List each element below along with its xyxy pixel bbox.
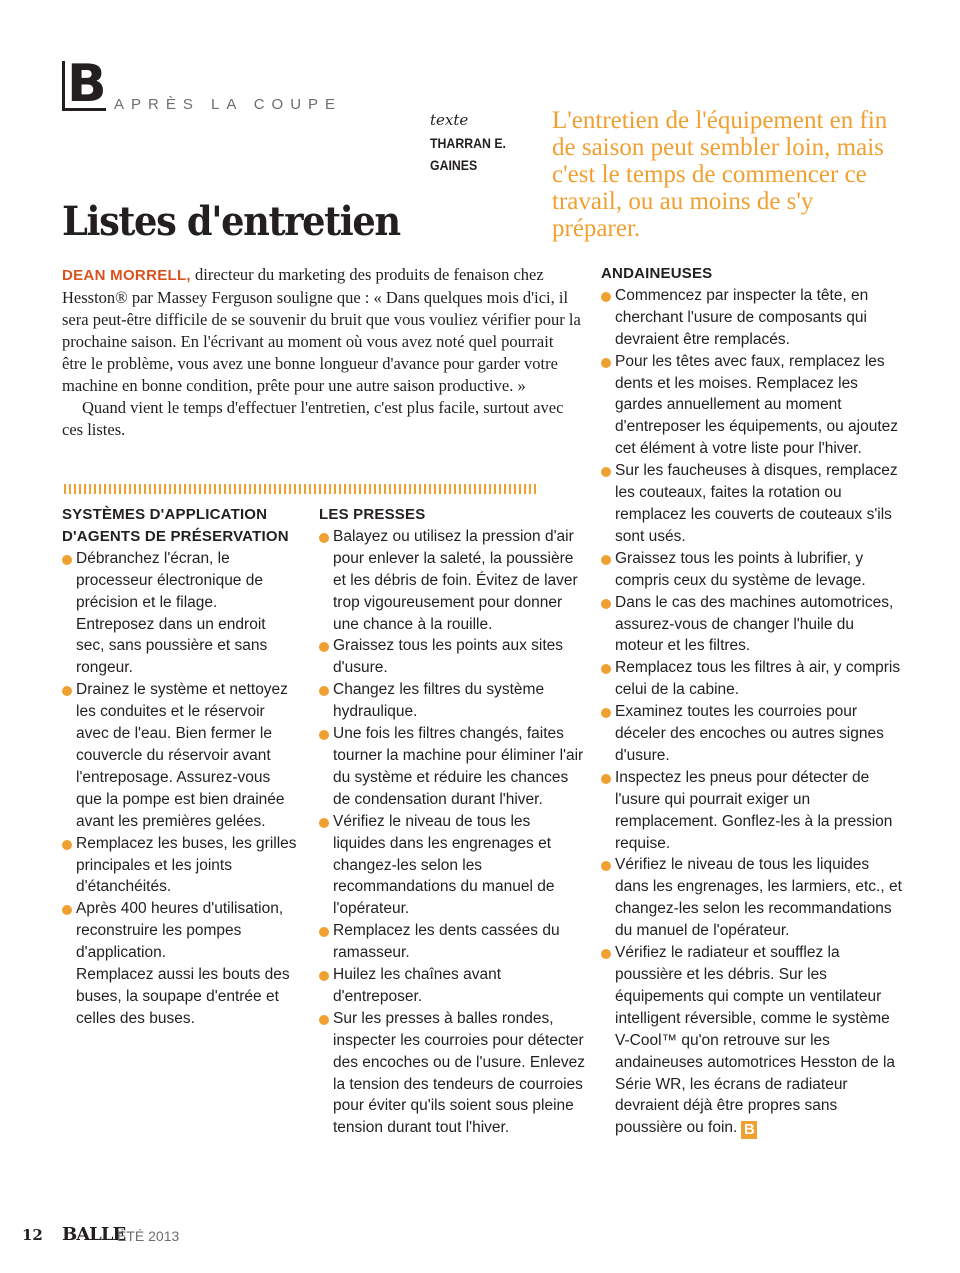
list-item: Examinez toutes les courroies pour déceler des encoches ou autres signes d'usure.	[601, 701, 903, 767]
list-item: Changez les filtres du système hydraulique.	[319, 679, 585, 723]
presses-column	[319, 504, 585, 1139]
page-number: 12	[22, 1226, 43, 1244]
list-item: Sur les faucheuses à disques, remplacez les couteaux, faites la rotation ou remplacez les couverts de couteaux s'ils sont usés.	[601, 460, 903, 548]
byline-author	[430, 132, 506, 176]
list-item-continuation: Remplacez aussi les bouts des buses, la soupape d'entrée et celles des buses.	[76, 966, 290, 1027]
byline-label: texte	[430, 111, 469, 129]
section-label: APRÈS LA COUPE	[114, 96, 343, 113]
list-item: Remplacez les buses, les grilles principales et les joints d'étanchéités.	[62, 833, 298, 899]
list-item: Graissez tous les points à lubrifier, y compris ceux du système de levage.	[601, 548, 903, 592]
andaineuses-column	[601, 263, 903, 1139]
list-item: Drainez le système et nettoyez les conduites et le réservoir avec de l'eau. Bien fermer le couvercle du réservoir avant l'entreposage. Assurez-vous que la pompe est bien drainée avant les premières gelées.	[62, 679, 298, 832]
list-item-last	[601, 942, 903, 1139]
article-deck: L'entretien de l'équipement en fin de saison peut sembler loin, mais c'est le temps de commencer ce travail, ou au moins de s'y préparer.	[552, 107, 888, 242]
list-item: Inspectez les pneus pour détecter de l'usure qui pourrait exiger un remplacement. Gonflez-les à la pression requise.	[601, 767, 903, 855]
list-item: Après 400 heures d'utilisation, reconstruire les pompes d'application.	[62, 898, 298, 964]
section-logo-letter: B	[67, 54, 107, 114]
preservation-column	[62, 504, 298, 1030]
andaineuses-list	[601, 285, 903, 1139]
list-item: Graissez tous les points aux sites d'usure.	[319, 635, 585, 679]
list-item: Huilez les chaînes avant d'entreposer.	[319, 964, 585, 1008]
magazine-brand: BALLE	[62, 1224, 126, 1245]
list-item-last-text: Vérifiez le radiateur et soufflez la poussière et les débris. Sur les équipements qui compte un ventilateur intelligent réversible, comme le système V-Cool™ qu'on retrouve sur les andaineuses automotrices Hesston de la Série WR, les écrans de radiateur devraient déjà être propres sans poussière ou foin.	[615, 944, 896, 1137]
presses-list	[319, 526, 585, 1139]
list-item: Vérifiez le niveau de tous les liquides dans les engrenages et changez-les selon les recommandations du manuel de l'opérateur.	[319, 811, 585, 921]
intro-paragraph-1	[62, 264, 582, 397]
magazine-issue: ÉTÉ 2013	[117, 1228, 180, 1244]
list-item: Pour les têtes avec faux, remplacez les dents et les moises. Remplacez les gardes annuellement au moment d'entreposer les équipements, ou ajoutez cet élément à votre liste pour l'hiver.	[601, 351, 903, 461]
article-title: Listes d'entretien	[62, 198, 400, 245]
list-item: Remplacez tous les filtres à air, y compris celui de la cabine.	[601, 657, 903, 701]
list-item: Commencez par inspecter la tête, en cherchant l'usure de composants qui devraient être remplacés.	[601, 285, 903, 351]
list-item: Une fois les filtres changés, faites tourner la machine pour éliminer l'air du système et réduire les chances de condensation durant l'hiver.	[319, 723, 585, 811]
presses-heading: LES PRESSES	[319, 506, 426, 523]
intro-paragraph-2: Quand vient le temps d'effectuer l'entretien, c'est plus facile, surtout avec ces listes.	[62, 398, 564, 439]
decorative-divider	[64, 484, 536, 494]
list-item: Vérifiez le niveau de tous les liquides dans les engrenages, les larmiers, etc., et changez-les selon les recommandations du manuel de l'opérateur.	[601, 854, 903, 942]
intro-paragraph-1-text: directeur du marketing des produits de fenaison chez Hesston® par Massey Ferguson souligne que : « Dans quelques mois d'ici, il sera peut-être difficile de se souvenir du bruit que vous vouliez vérifier pour la prochaine saison. En l'écrivant au moment où vous avez noté quel pourrait être le problème, vous avez une bonne longueur d'avance pour garder votre machine en bonne condition, prête pour une autre saison productive. »	[62, 265, 581, 395]
andaineuses-heading: ANDAINEUSES	[601, 265, 713, 282]
preservation-list	[62, 548, 298, 1030]
list-item: Dans le cas des machines automotrices, assurez-vous de changer l'huile du moteur et les filtres.	[601, 592, 903, 658]
byline-author-line1: THARRAN E.	[430, 135, 506, 151]
section-logo	[62, 54, 107, 114]
article-intro	[62, 264, 582, 441]
byline-author-line2: GAINES	[430, 157, 478, 173]
lead-name: DEAN MORRELL,	[62, 267, 191, 284]
list-item: Remplacez les dents cassées du ramasseur.	[319, 920, 585, 964]
list-item: Débranchez l'écran, le processeur électronique de précision et le filage. Entreposez dans un endroit sec, sans poussière et sans rongeur.	[62, 548, 298, 679]
list-item: Balayez ou utilisez la pression d'air pour enlever la saleté, la poussière et les débris de foin. Évitez de laver trop vigoureusement pour donner une chance à la rouille.	[319, 526, 585, 636]
preservation-heading: SYSTÈMES D'APPLICATION D'AGENTS DE PRÉSERVATION	[62, 506, 289, 545]
list-item: Sur les presses à balles rondes, inspecter les courroies pour détecter des encoches ou de l'usure. Enlevez la tension des tendeurs de courroies pour éviter qu'ils soient sous pleine tension durant tout l'hiver.	[319, 1008, 585, 1139]
end-mark-icon: B	[741, 1121, 757, 1139]
